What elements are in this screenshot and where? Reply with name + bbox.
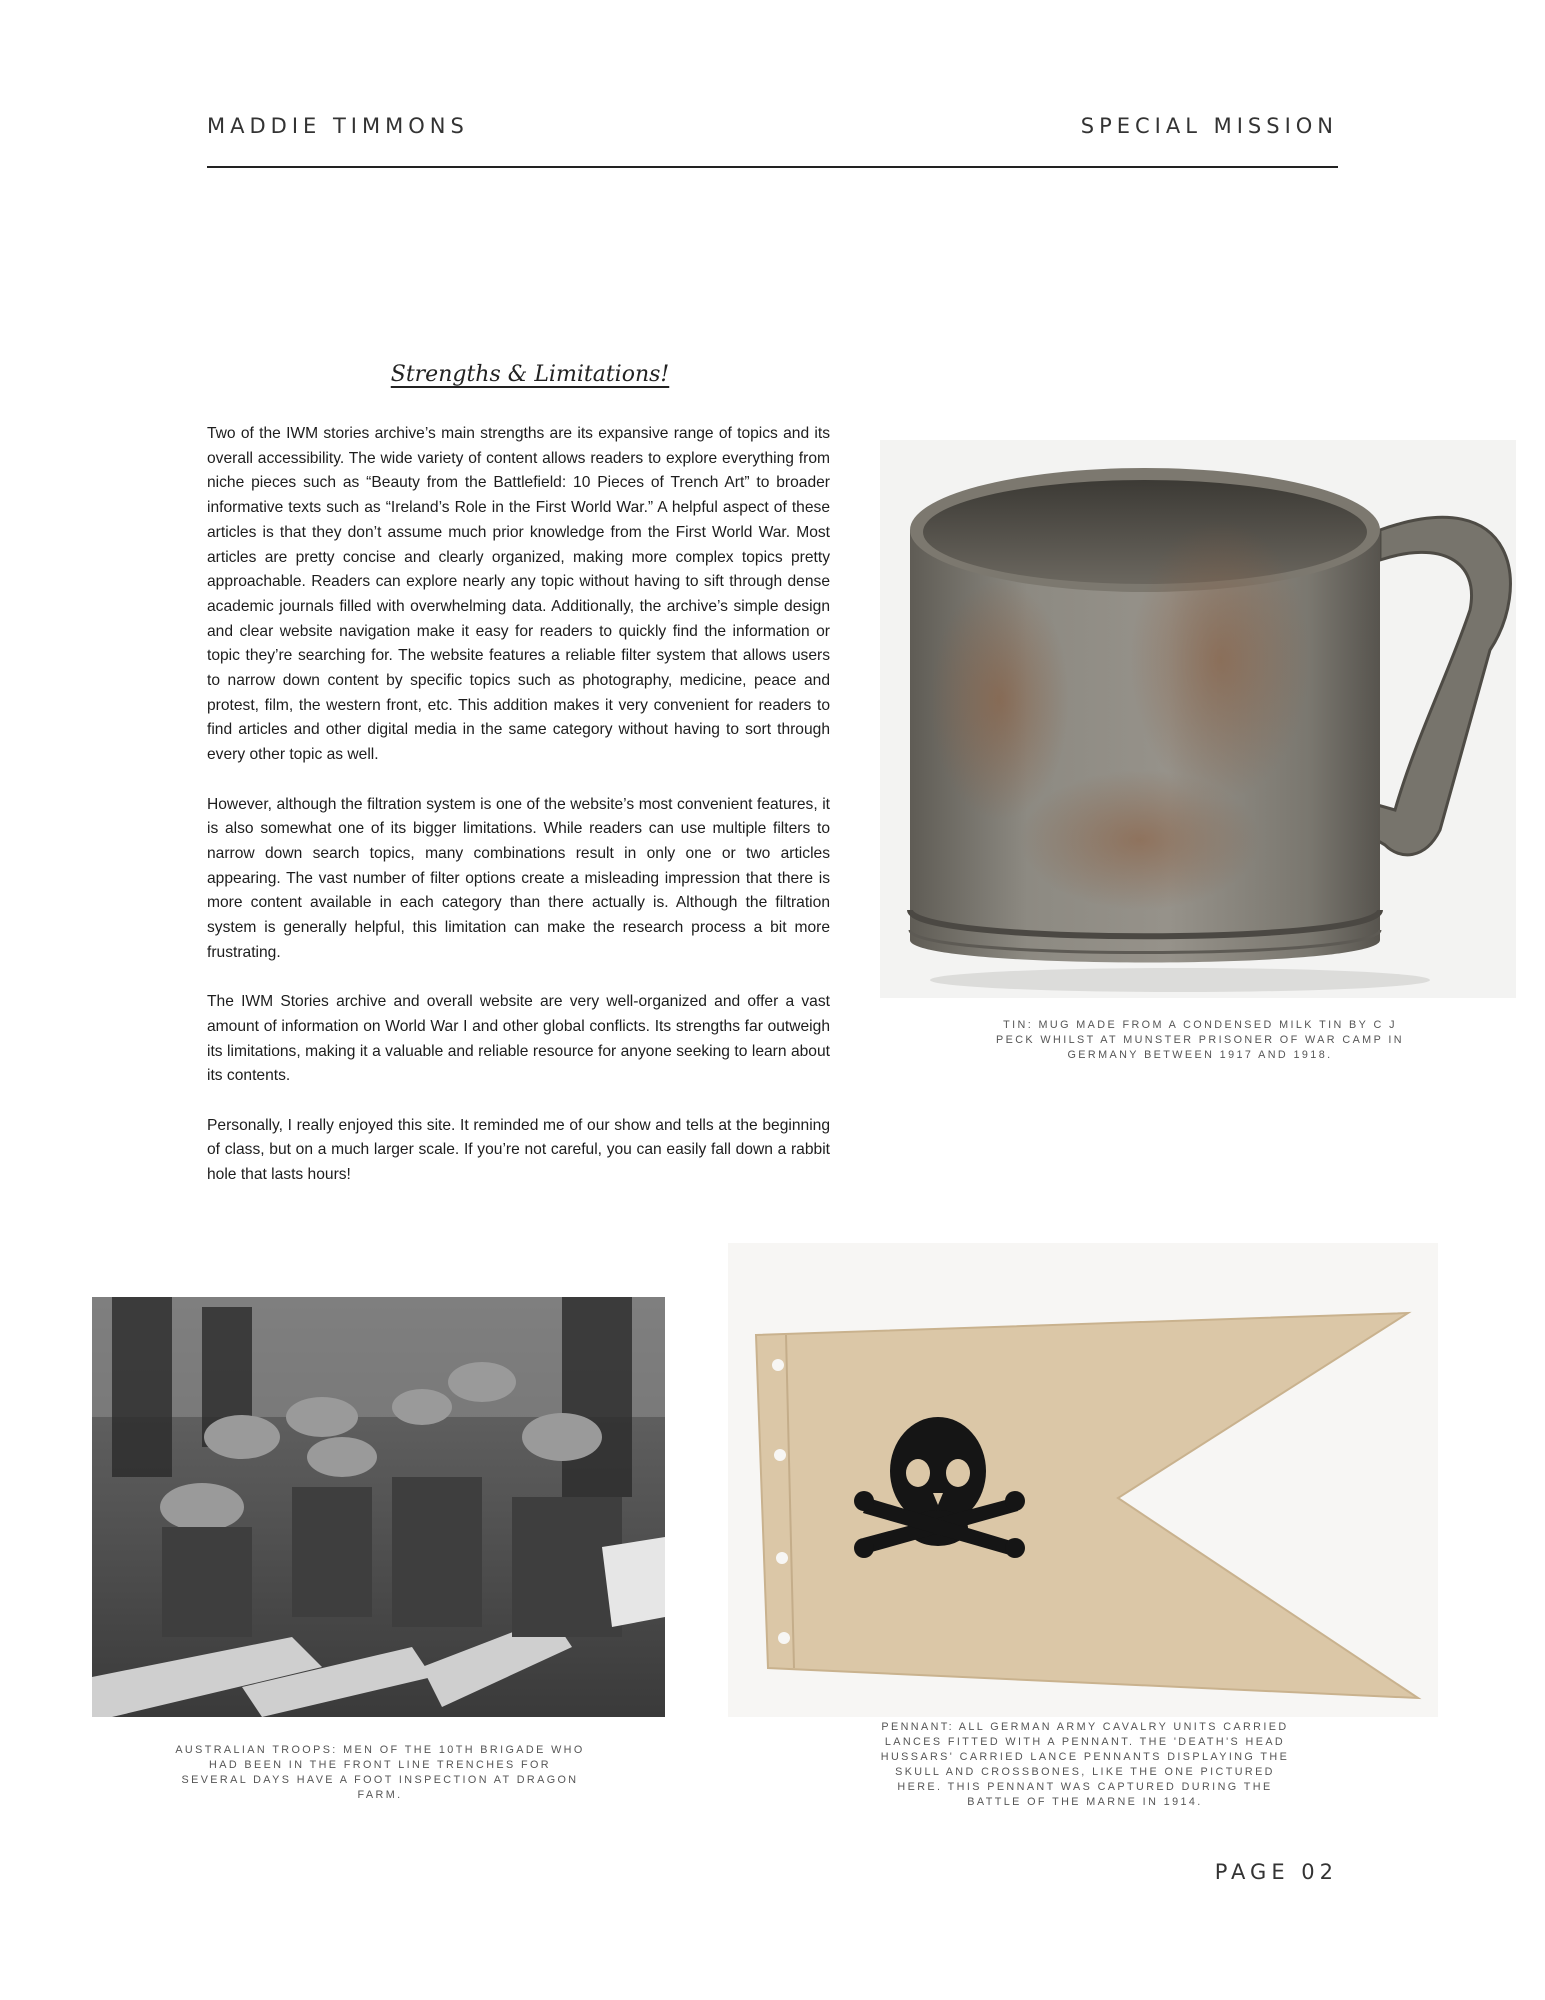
mug-photo [880, 440, 1516, 998]
author-name: MADDIE TIMMONS [207, 114, 469, 138]
section-heading: Strengths & Limitations! [390, 362, 670, 387]
article-paragraph: Two of the IWM stories archive’s main strengths are its expansive range of topics and its overall accessibility. The wide variety of content allows readers to explore everything from niche pieces such as “Beauty from the Battlefield: 10 Pieces of Trench Art” to broader informative texts such as “Ireland’s Role in the First World War.” A helpful aspect of these articles is that they don’t assume much prior knowledge from the First World War. Most articles are pretty concise and clearly organized, making more complex topics pretty approachable. Readers can explore nearly any topic without having to sift through dense academic journals filled with overwhelming data. Additionally, the archive’s simple design and clear website navigation make it easy for readers to quickly find the information or topic they’re searching for. The website features a reliable filter system that allows users to narrow down content by specific topics such as photography, medicine, peace and protest, film, the western front, etc. This addition makes it very convenient for readers to find articles and other digital media in the same category without having to sort through every other topic as well. [207, 425, 830, 764]
page-number: PAGE 02 [1214, 1860, 1338, 1884]
header-divider [207, 166, 1338, 168]
tin-mug-image [880, 440, 1516, 998]
article-body [207, 422, 830, 1212]
mug-caption: TIN: MUG MADE FROM A CONDENSED MILK TIN BY C J PECK WHILST AT MUNSTER PRISONER OF WAR CAMP IN GERMANY BETWEEN 1917 AND 1918. [996, 1019, 1404, 1061]
article-paragraph: The IWM Stories archive and overall website are very well-organized and offer a vast amount of information on World War I and other global conflicts. Its strengths far outweigh its limitations, making it a valuable and reliable resource for anyone seeking to learn about its contents. [207, 993, 830, 1085]
article-paragraph: Personally, I really enjoyed this site. It reminded me of our show and tells at the beginning of class, but on a much larger scale. If you’re not careful, you can easily fall down a rabbit hole that lasts hours! [207, 1116, 830, 1184]
pennant-caption: PENNANT: ALL GERMAN ARMY CAVALRY UNITS CARRIED LANCES FITTED WITH A PENNANT. THE 'DEATH'S HEAD HUSSARS' CARRIED LANCE PENNANTS DISPLAYING THE SKULL AND CROSSBONES, LIKE THE ONE PICTURED HERE. THIS PENNANT WAS CAPTURED DURING THE BATTLE OF THE MARNE IN 1914. [880, 1721, 1290, 1808]
troops-photo [92, 1297, 665, 1717]
section-title: SPECIAL MISSION [1080, 114, 1338, 138]
pennant-photo [728, 1243, 1438, 1717]
troops-caption: AUSTRALIAN TROOPS: MEN OF THE 10TH BRIGADE WHO HAD BEEN IN THE FRONT LINE TRENCHES FOR SEVERAL DAYS HAVE A FOOT INSPECTION AT DRAGON FARM. [175, 1744, 585, 1801]
troops-image [92, 1297, 665, 1717]
pennant-image [728, 1243, 1438, 1717]
article-paragraph: However, although the filtration system is one of the website’s most convenient features, it is also somewhat one of its bigger limitations. While readers can use multiple filters to narrow down search topics, many combinations result in only one or two articles appearing. The vast number of filter options create a misleading impression that there is more content available in each category than there actually is. Although the filtration system is generally helpful, this limitation can make the research process a bit more frustrating. [207, 795, 830, 961]
